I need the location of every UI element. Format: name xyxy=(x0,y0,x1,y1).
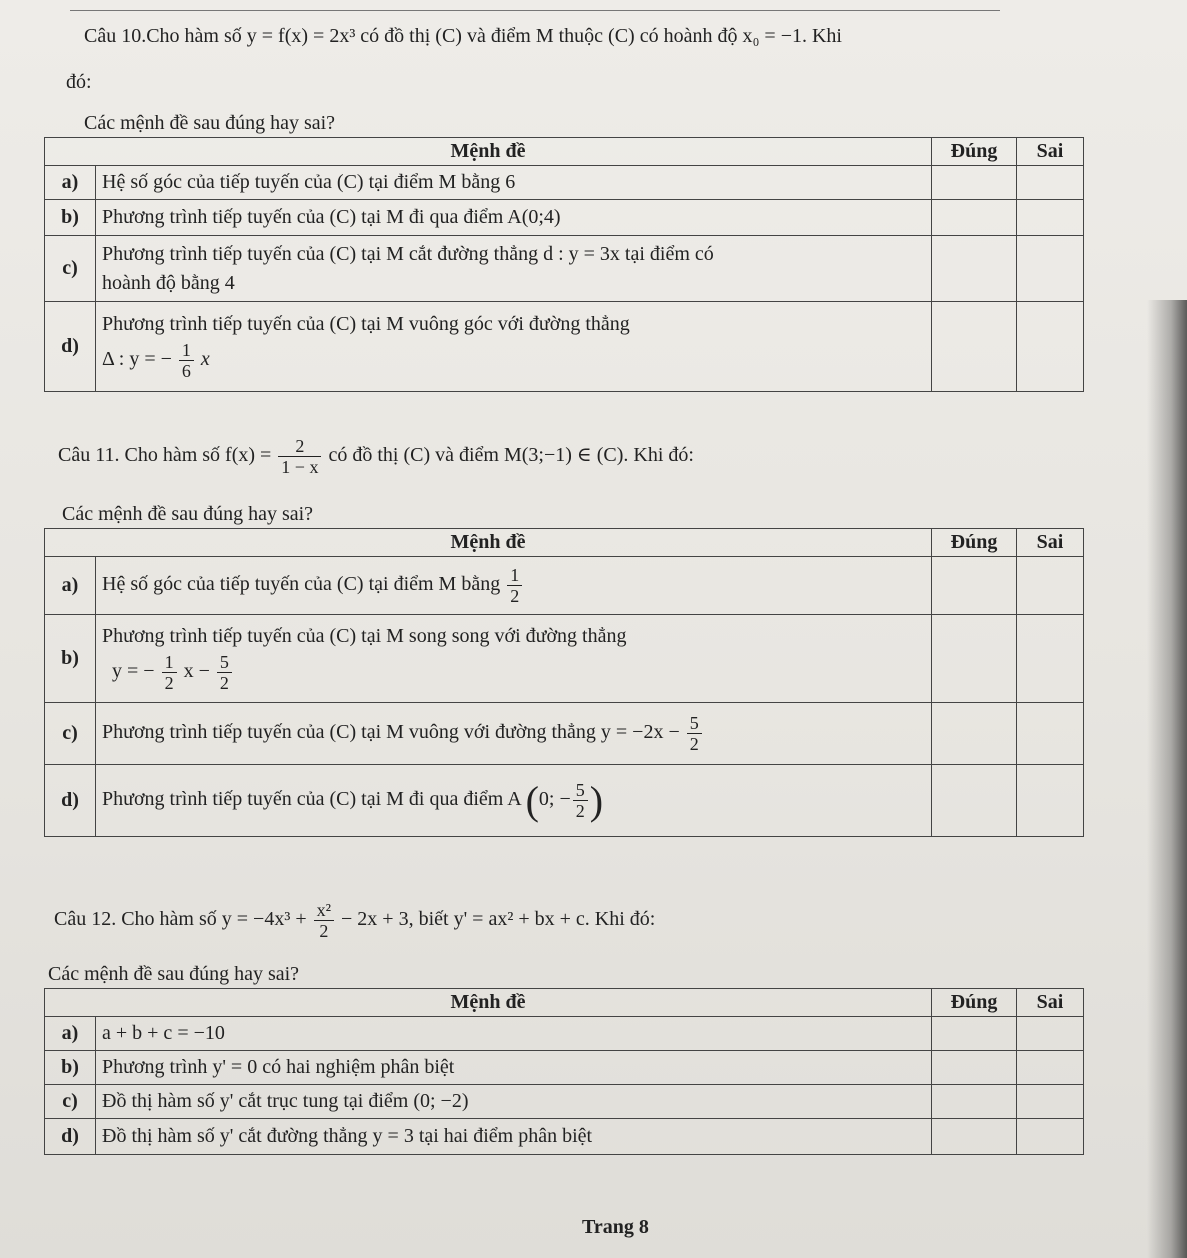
q11-row-c-true-cell[interactable] xyxy=(932,703,1017,765)
q12-statement-pre: Câu 12. Cho hàm số y = −4x³ + xyxy=(54,908,307,931)
q10-row-d-text: Phương trình tiếp tuyến của (C) tại M vuông góc với đường thẳng xyxy=(102,312,630,335)
q10-row-d-eq-pre: Δ : y = − xyxy=(102,347,172,370)
q10-row-d-eq xyxy=(102,340,925,381)
q10-header-row xyxy=(45,138,1084,166)
q12-row-d-text: Đồ thị hàm số y' cắt đường thẳng y = 3 tại hai điểm phân biệt xyxy=(96,1119,932,1155)
q11-row-b-frac1 xyxy=(162,652,177,693)
q11-row-a-text: Hệ số góc của tiếp tuyến của (C) tại điểm M bằng xyxy=(102,573,501,596)
q10-header-true: Đúng xyxy=(932,138,1017,166)
q11-row-d-frac-num: 5 xyxy=(573,780,588,801)
q11-row-d-frac-den: 2 xyxy=(575,801,585,821)
q10-row-a-false-cell[interactable] xyxy=(1017,166,1084,200)
q11-row-b xyxy=(45,615,1084,703)
q12-row-d-true-cell[interactable] xyxy=(932,1119,1017,1155)
q11-row-b-text: Phương trình tiếp tuyến của (C) tại M song song với đường thẳng xyxy=(102,624,627,647)
q11-row-b-frac2 xyxy=(217,652,232,693)
q10-row-b xyxy=(45,200,1084,236)
q11-row-b-eq-pre: y = − xyxy=(112,659,155,682)
q12-table xyxy=(44,988,1084,1155)
q11-row-c-false-cell[interactable] xyxy=(1017,703,1084,765)
top-rule xyxy=(70,0,1000,11)
q10-row-d-frac-den: 6 xyxy=(181,360,191,381)
q11-row-a-false-cell[interactable] xyxy=(1017,557,1084,615)
q12-header-row xyxy=(45,989,1084,1017)
q12-row-a-false-cell[interactable] xyxy=(1017,1017,1084,1051)
q10-row-c-text2: hoành độ bằng 4 xyxy=(102,271,235,294)
q10-row-c-cell xyxy=(96,236,932,302)
q10-row-b-label: b) xyxy=(45,200,96,236)
q11-row-d-paren-open: ( xyxy=(525,778,539,823)
q11-prompt: Các mệnh đề sau đúng hay sai? xyxy=(62,503,314,525)
q12-prompt: Các mệnh đề sau đúng hay sai? xyxy=(48,963,300,985)
q10-row-c-true-cell[interactable] xyxy=(932,236,1017,302)
question-11 xyxy=(44,436,1084,837)
q10-row-a-true-cell[interactable] xyxy=(932,166,1017,200)
q10-row-a-label: a) xyxy=(45,166,96,200)
q11-statement-pre: Câu 11. Cho hàm số f(x) = xyxy=(58,444,272,467)
q11-row-a-cell xyxy=(96,557,932,615)
q10-row-d-frac xyxy=(179,340,194,381)
q11-row-b-frac1-den: 2 xyxy=(164,672,174,693)
q12-statement xyxy=(54,900,1084,941)
q11-header-row xyxy=(45,529,1084,557)
q12-row-a xyxy=(45,1017,1084,1051)
q12-row-b-label: b) xyxy=(45,1051,96,1085)
q12-row-a-label: a) xyxy=(45,1017,96,1051)
question-12 xyxy=(44,900,1084,1155)
q10-statement-cont: đó: xyxy=(66,71,92,93)
q12-row-c-text: Đồ thị hàm số y' cắt trục tung tại điểm (0; −2) xyxy=(96,1085,932,1119)
q12-row-d-false-cell[interactable] xyxy=(1017,1119,1084,1155)
q12-row-a-text: a + b + c = −10 xyxy=(96,1017,932,1051)
question-10 xyxy=(44,22,1084,392)
q11-row-a-frac xyxy=(507,565,522,606)
q10-row-d-eq-tail: x xyxy=(200,347,210,370)
q11-row-d-false-cell[interactable] xyxy=(1017,765,1084,837)
q12-frac-den: 2 xyxy=(319,921,329,941)
q11-row-b-eq xyxy=(112,652,925,693)
q10-row-b-true-cell[interactable] xyxy=(932,200,1017,236)
q10-row-a xyxy=(45,166,1084,200)
q11-row-a-label: a) xyxy=(45,557,96,615)
q11-row-d-true-cell[interactable] xyxy=(932,765,1017,837)
q12-row-b xyxy=(45,1051,1084,1085)
page-shadow xyxy=(1147,300,1187,1258)
q11-header-false: Sai xyxy=(1017,529,1084,557)
q11-row-b-true-cell[interactable] xyxy=(932,615,1017,703)
q10-row-d-frac-num: 1 xyxy=(179,340,194,361)
q12-row-b-false-cell[interactable] xyxy=(1017,1051,1084,1085)
q12-row-a-true-cell[interactable] xyxy=(932,1017,1017,1051)
q12-statement-post: − 2x + 3, biết y' = ax² + bx + c. Khi đó: xyxy=(341,908,656,931)
q10-row-c-text: Phương trình tiếp tuyến của (C) tại M cắt đường thẳng d : y = 3x tại điểm có xyxy=(102,242,714,265)
q12-row-c xyxy=(45,1085,1084,1119)
q12-frac-num: x² xyxy=(314,900,334,921)
q11-row-b-frac2-den: 2 xyxy=(219,672,229,693)
q11-row-b-frac2-num: 5 xyxy=(217,652,232,673)
q11-row-a-frac-num: 1 xyxy=(507,565,522,586)
q10-row-c-false-cell[interactable] xyxy=(1017,236,1084,302)
q11-row-c-text: Phương trình tiếp tuyến của (C) tại M vuông với đường thẳng y = −2x − xyxy=(102,721,680,744)
q10-header-false: Sai xyxy=(1017,138,1084,166)
q11-row-b-false-cell[interactable] xyxy=(1017,615,1084,703)
q11-frac-den: 1 − x xyxy=(281,457,319,477)
q11-row-d-text: Phương trình tiếp tuyến của (C) tại M đi qua điểm A xyxy=(102,788,521,811)
q11-row-b-cell xyxy=(96,615,932,703)
q11-row-a-true-cell[interactable] xyxy=(932,557,1017,615)
q12-row-b-text: Phương trình y' = 0 có hai nghiệm phân biệt xyxy=(96,1051,932,1085)
q11-row-d-cell xyxy=(96,765,932,837)
q10-row-b-false-cell[interactable] xyxy=(1017,200,1084,236)
q11-header-statement: Mệnh đề xyxy=(45,529,932,557)
q10-row-d xyxy=(45,302,1084,392)
q12-header-false: Sai xyxy=(1017,989,1084,1017)
q11-row-c-cell xyxy=(96,703,932,765)
q10-row-d-true-cell[interactable] xyxy=(932,302,1017,392)
q11-row-c-label: c) xyxy=(45,703,96,765)
q12-row-b-true-cell[interactable] xyxy=(932,1051,1017,1085)
q12-row-c-label: c) xyxy=(45,1085,96,1119)
q11-statement xyxy=(58,436,1084,477)
q11-row-d-label: d) xyxy=(45,765,96,837)
q12-header-true: Đúng xyxy=(932,989,1017,1017)
q11-row-c-frac xyxy=(687,713,702,754)
q12-row-c-true-cell[interactable] xyxy=(932,1085,1017,1119)
q11-row-b-frac1-num: 1 xyxy=(162,652,177,673)
q10-row-d-cell xyxy=(96,302,932,392)
q12-row-c-false-cell[interactable] xyxy=(1017,1085,1084,1119)
q11-row-a xyxy=(45,557,1084,615)
q10-prompt: Các mệnh đề sau đúng hay sai? xyxy=(84,112,336,134)
q11-row-d-paren-close: ) xyxy=(589,778,604,823)
q11-row-c-frac-den: 2 xyxy=(689,734,699,754)
q11-statement-post: có đồ thị (C) và điểm M(3;−1) ∈ (C). Khi đó: xyxy=(328,444,694,467)
q11-row-d-point: 0; − xyxy=(538,788,571,811)
q10-row-c xyxy=(45,236,1084,302)
q11-row-b-label: b) xyxy=(45,615,96,703)
q10-row-d-label: d) xyxy=(45,302,96,392)
q12-header-statement: Mệnh đề xyxy=(45,989,932,1017)
q11-row-d-frac xyxy=(573,780,588,821)
q12-row-d xyxy=(45,1119,1084,1155)
q10-header-statement: Mệnh đề xyxy=(45,138,932,166)
q11-table xyxy=(44,528,1084,837)
q11-row-b-eq-mid: x − xyxy=(183,659,210,682)
q11-row-a-frac-den: 2 xyxy=(510,586,520,606)
q11-header-true: Đúng xyxy=(932,529,1017,557)
q10-statement: Câu 10.Cho hàm số y = f(x) = 2x³ có đồ thị (C) và điểm M thuộc (C) có hoành độ x₀ = −1. Khi xyxy=(84,25,842,47)
q12-row-d-label: d) xyxy=(45,1119,96,1155)
q10-row-d-false-cell[interactable] xyxy=(1017,302,1084,392)
q10-row-a-text: Hệ số góc của tiếp tuyến của (C) tại điểm M bằng 6 xyxy=(96,166,932,200)
q11-frac xyxy=(278,436,321,477)
q10-row-b-text: Phương trình tiếp tuyến của (C) tại M đi qua điểm A(0;4) xyxy=(96,200,932,236)
q11-row-d xyxy=(45,765,1084,837)
q11-frac-num: 2 xyxy=(278,436,321,457)
q11-row-c-frac-num: 5 xyxy=(687,713,702,734)
q10-row-c-label: c) xyxy=(45,236,96,302)
q12-frac xyxy=(314,900,334,941)
q10-table xyxy=(44,137,1084,392)
q11-row-c xyxy=(45,703,1084,765)
page-number: Trang 8 xyxy=(582,1216,649,1238)
